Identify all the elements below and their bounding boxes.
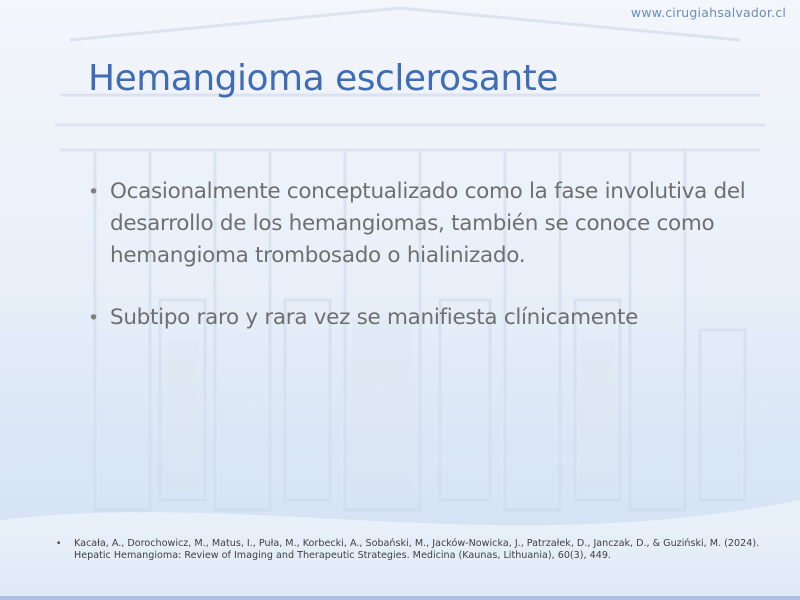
bullet-text: Subtipo raro y rara vez se manifiesta clínicamente: [110, 305, 639, 330]
reference-text: Kacała, A., Dorochowicz, M., Matus, I., Puła, M., Korbecki, A., Sobański, M., Jacków-Nowicka, J., Patrzałek, D., Janczak, D., & Guziński, M. (2024). Hepatic Hemangioma: Review of Imaging and Therapeutic Strategies. Medicina (Kaunas, Lithuania), 60(3), 449.: [74, 538, 760, 561]
reference-citation: [56, 538, 784, 562]
bullet-icon: •: [88, 181, 99, 203]
bullet-icon: •: [56, 539, 62, 549]
slide-title: Hemangioma esclerosante: [88, 58, 558, 99]
bullet-item-1: [88, 176, 778, 272]
bullet-text: Ocasionalmente conceptualizado como la fase involutiva del desarrollo de los hemangiomas, también se conoce como hemangioma trombosado o hialinizado.: [110, 179, 746, 268]
bottom-divider: [0, 596, 800, 600]
bullet-list: [88, 176, 778, 334]
bullet-icon: •: [88, 307, 99, 329]
site-url: www.cirugiahsalvador.cl: [630, 5, 786, 20]
bullet-item-2: [88, 302, 778, 334]
